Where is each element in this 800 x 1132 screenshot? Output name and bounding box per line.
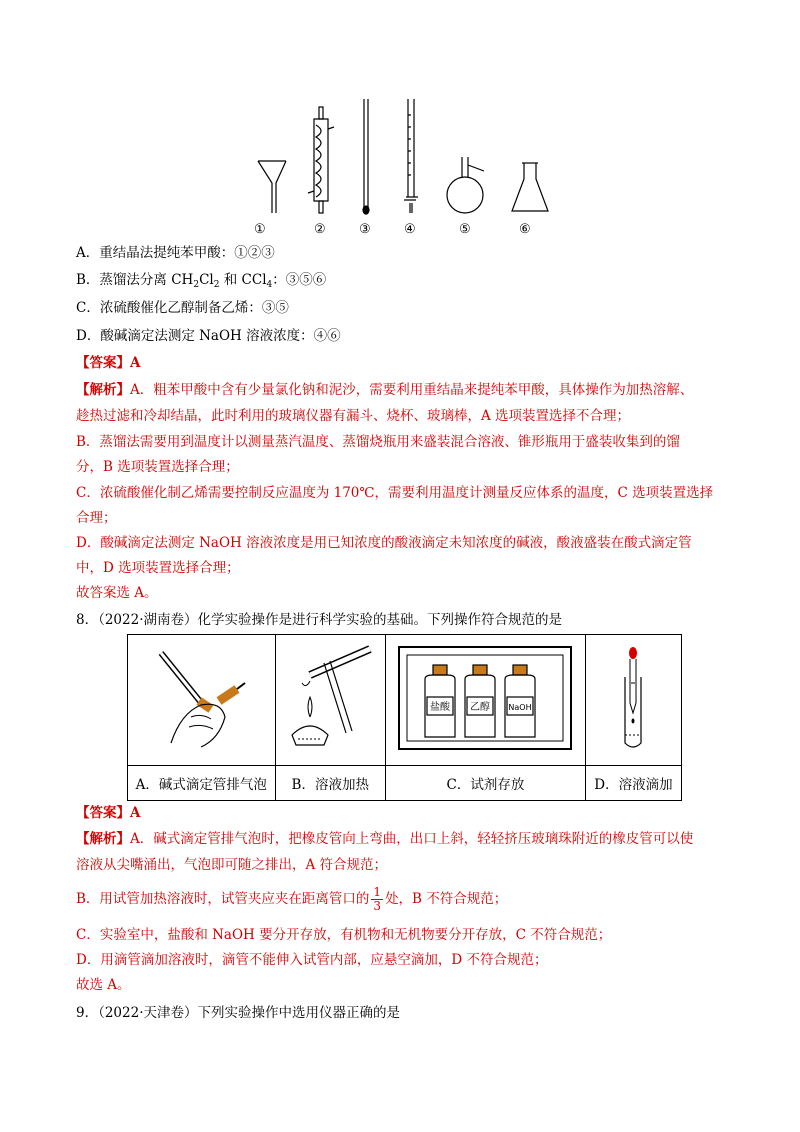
q7-analysis-line-7: D．酸碱滴定法测定 NaOH 溶液浓度是用已知浓度的酸液滴定未知浓度的碱液，酸液盛装在酸式滴定管 [76,535,692,551]
instrument-label-5: ⑤ [459,222,471,237]
q8-options-table [127,634,682,801]
q8-analysis-line-1: 【解析】A．碱式滴定管排气泡时，把橡皮管向上弯曲，出口上斜，轻轻挤压玻璃珠附近的橡皮管可以使 [76,831,694,847]
q8-answer: 【答案】A [76,805,141,821]
instruments-figure [250,95,550,220]
condenser-icon [308,107,334,213]
q8-caption-b: B．溶液加热 [275,766,385,801]
q7-analysis-line-9: 故答案选 A。 [76,585,158,601]
burette-icon [404,99,418,213]
q7-analysis-line-4: 分，B 选项装置选择合理； [76,459,239,475]
instrument-label-4: ④ [404,222,416,237]
instrument-label-6: ⑥ [519,222,531,237]
reagent-cabinet-icon [395,643,575,753]
q8-analysis-line-6: 故选 A。 [76,977,131,993]
bottle-label-naoh: NaOH [508,703,533,712]
fraction-one-third: $\frac{1}{3}$ [373,885,382,913]
dropper-tube-icon [603,643,663,753]
q8-analysis-line-5: D．用滴管滴加溶液时，滴管不能伸入试管内部，应悬空滴加，D 不符合规范； [76,952,548,968]
q8-analysis-line-2: 溶液从尖嘴涌出，气泡即可随之排出，A 符合规范； [76,857,388,873]
q8-analysis-line-4: C．实验室中，盐酸和 NaOH 要分开存放，有机物和无机物要分开存放，C 不符合规范； [76,927,612,943]
q8-image-d [585,635,681,766]
q7-option-a: A．重结晶法提纯苯甲酸：①②③ [76,245,275,261]
instrument-label-1: ① [254,222,266,237]
q7-analysis-line-8: 中，D 选项装置选择合理； [76,560,240,576]
q9-stem: 9．（2022·天津卷）下列实验操作中选用仪器正确的是 [76,1005,400,1021]
q7-analysis-line-6: 合理； [76,510,117,526]
q7-option-d: D．酸碱滴定法测定 NaOH 溶液浓度：④⑥ [76,328,341,344]
q7-option-b: B．蒸馏法分离 $CH_2Cl_2$ 和 CCl$_4$：③⑤⑥ [76,272,327,290]
funnel-icon [258,161,286,213]
q8-image-a [128,635,276,766]
q8-caption-a: A．碱式滴定管排气泡 [128,766,276,801]
thermometer-icon [363,99,369,214]
q7-analysis-line-1: 【解析】A．粗苯甲酸中含有少量氯化钠和泥沙，需要利用重结晶来提纯苯甲酸，具体操作为加热溶解、 [76,382,694,398]
q8-caption-d: D．溶液滴加 [585,766,681,801]
q7-option-c: C．浓硫酸催化乙醇制备乙烯：③⑤ [76,300,289,316]
bottle-label-ethanol: 乙醇 [470,702,491,713]
distillation-flask-icon [447,157,484,213]
q8-stem: 8．（2022·湖南卷）化学实验操作是进行科学实验的基础。下列操作符合规范的是 [76,612,562,628]
q7-answer: 【答案】A [76,355,141,371]
q8-image-c [385,635,585,766]
bottle-label-hcl: 盐酸 [430,702,451,713]
test-tube-heating-icon [280,643,380,753]
conical-flask-icon [512,163,548,211]
q8-analysis-line-3: B．用试管加热溶液时，试管夹应夹在距离管口的 $\frac{1}{3}$ 处，B 不符合规范； [76,885,508,913]
q7-analysis-line-3: B．蒸馏法需要用到温度计以测量蒸汽温度、蒸馏烧瓶用来盛装混合溶液、锥形瓶用于盛装收集到的馏 [76,434,680,450]
burette-bubble-icon [141,643,261,753]
q7-analysis-line-5: C．浓硫酸催化制乙烯需要控制反应温度为 170℃，需要利用温度计测量反应体系的温度，C 选项装置选择 [76,485,714,501]
instrument-label-3: ③ [359,222,371,237]
instrument-label-2: ② [314,222,326,237]
q7-analysis-line-2: 趁热过滤和冷却结晶，此时利用的玻璃仪器有漏斗、烧杯、玻璃棒，A 选项装置选择不合理； [76,408,631,424]
q8-image-b [275,635,385,766]
q8-caption-c: C．试剂存放 [385,766,585,801]
